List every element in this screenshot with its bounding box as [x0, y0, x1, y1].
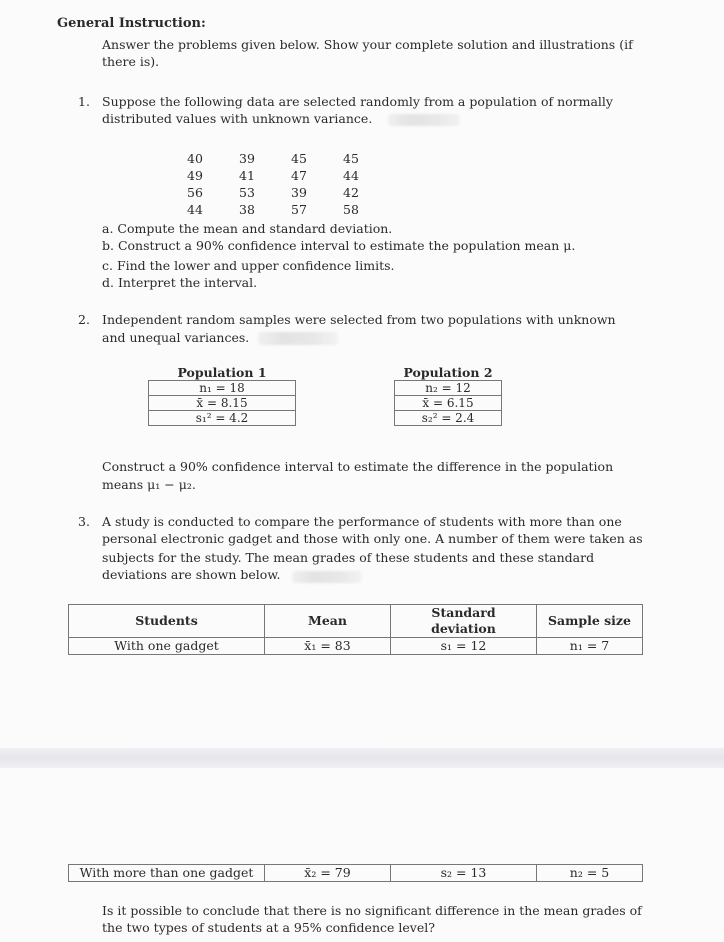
q1-part-b: b. Construct a 90% confidence interval to estimate the population mean μ. [102, 238, 576, 253]
redaction-mark [388, 114, 460, 126]
data-cell: 38 [239, 202, 255, 217]
data-cell: 40 [187, 151, 203, 166]
q1-part-c: c. Find the lower and upper confidence limits. [102, 258, 395, 273]
population-2-n: n₂ = 12 [395, 381, 502, 396]
q3-table-bottom [68, 864, 643, 882]
q3-line-4: deviations are shown below. [102, 567, 281, 582]
q3-header-row [69, 605, 643, 638]
data-cell: 49 [187, 168, 203, 183]
q3-header-mean: Mean [265, 605, 391, 638]
q3-row2-students: With more than one gadget [69, 865, 265, 882]
q3-row1-mean: x̄₁ = 83 [265, 638, 391, 655]
table-row [69, 865, 643, 882]
q2-construct-line-1: Construct a 90% confidence interval to estimate the difference in the population [102, 459, 614, 474]
q3-row1-n: n₁ = 7 [537, 638, 643, 655]
data-cell: 56 [187, 185, 203, 200]
general-line-1: Answer the problems given below. Show your complete solution and illustrations (if [102, 37, 633, 52]
q1-data-grid [187, 150, 395, 218]
q3-row2-sd: s₂ = 13 [391, 865, 537, 882]
q1-number: 1. [78, 94, 90, 109]
data-cell: 57 [291, 202, 307, 217]
population-2-variance: s₂² = 2.4 [395, 411, 502, 426]
q3-line-3: subjects for the study. The mean grades of these students and these standard [102, 550, 595, 565]
population-1-title: Population 1 [149, 366, 296, 381]
q2-line-2: and unequal variances. [102, 330, 250, 345]
population-1-n: n₁ = 18 [149, 381, 296, 396]
population-2-title: Population 2 [395, 366, 502, 381]
q3-header-sd: Standard deviation [391, 605, 537, 638]
q1-data-row [187, 201, 395, 218]
general-heading: General Instruction: [57, 16, 206, 31]
q1-part-a: a. Compute the mean and standard deviation. [102, 221, 393, 236]
data-cell: 47 [291, 168, 307, 183]
general-line-2: there is). [102, 54, 160, 69]
data-cell: 44 [187, 202, 203, 217]
population-1-variance: s₁² = 4.2 [149, 411, 296, 426]
population-2-mean: x̄ = 6.15 [395, 396, 502, 411]
q3-header-students: Students [69, 605, 265, 638]
q3-question-line-1: Is it possible to conclude that there is no significant difference in the mean grades of [102, 903, 642, 918]
data-cell: 45 [291, 151, 307, 166]
population-2-table [394, 366, 502, 426]
page-break-band [0, 748, 724, 768]
data-cell: 58 [343, 202, 359, 217]
data-cell: 39 [239, 151, 255, 166]
data-cell: 45 [343, 151, 359, 166]
population-1-mean: x̄ = 8.15 [149, 396, 296, 411]
q2-number: 2. [78, 312, 90, 327]
data-cell: 53 [239, 185, 255, 200]
q1-data-row [187, 167, 395, 184]
q3-number: 3. [78, 514, 90, 529]
q3-line-2: personal electronic gadget and those with only one. A number of them were taken as [102, 531, 643, 546]
q3-row2-n: n₂ = 5 [537, 865, 643, 882]
data-cell: 44 [343, 168, 359, 183]
table-row [69, 638, 643, 655]
q1-line-2: distributed values with unknown variance. [102, 111, 373, 126]
q1-line-1: Suppose the following data are selected randomly from a population of normally [102, 94, 613, 109]
q3-table-top [68, 604, 643, 655]
q1-part-d: d. Interpret the interval. [102, 275, 258, 290]
q1-data-row [187, 150, 395, 167]
q3-row1-students: With one gadget [69, 638, 265, 655]
q2-construct-line-2: means μ₁ − μ₂. [102, 477, 196, 492]
q3-row2-mean: x̄₂ = 79 [265, 865, 391, 882]
population-1-table [148, 366, 296, 426]
data-cell: 39 [291, 185, 307, 200]
q3-row1-sd: s₁ = 12 [391, 638, 537, 655]
redaction-mark [292, 571, 362, 583]
data-cell: 42 [343, 185, 359, 200]
data-cell: 41 [239, 168, 255, 183]
q3-line-1: A study is conducted to compare the performance of students with more than one [102, 514, 622, 529]
q3-header-sample-size: Sample size [537, 605, 643, 638]
redaction-mark [258, 332, 338, 345]
q3-question-line-2: the two types of students at a 95% confidence level? [102, 920, 435, 935]
q2-line-1: Independent random samples were selected from two populations with unknown [102, 312, 616, 327]
q1-data-row [187, 184, 395, 201]
